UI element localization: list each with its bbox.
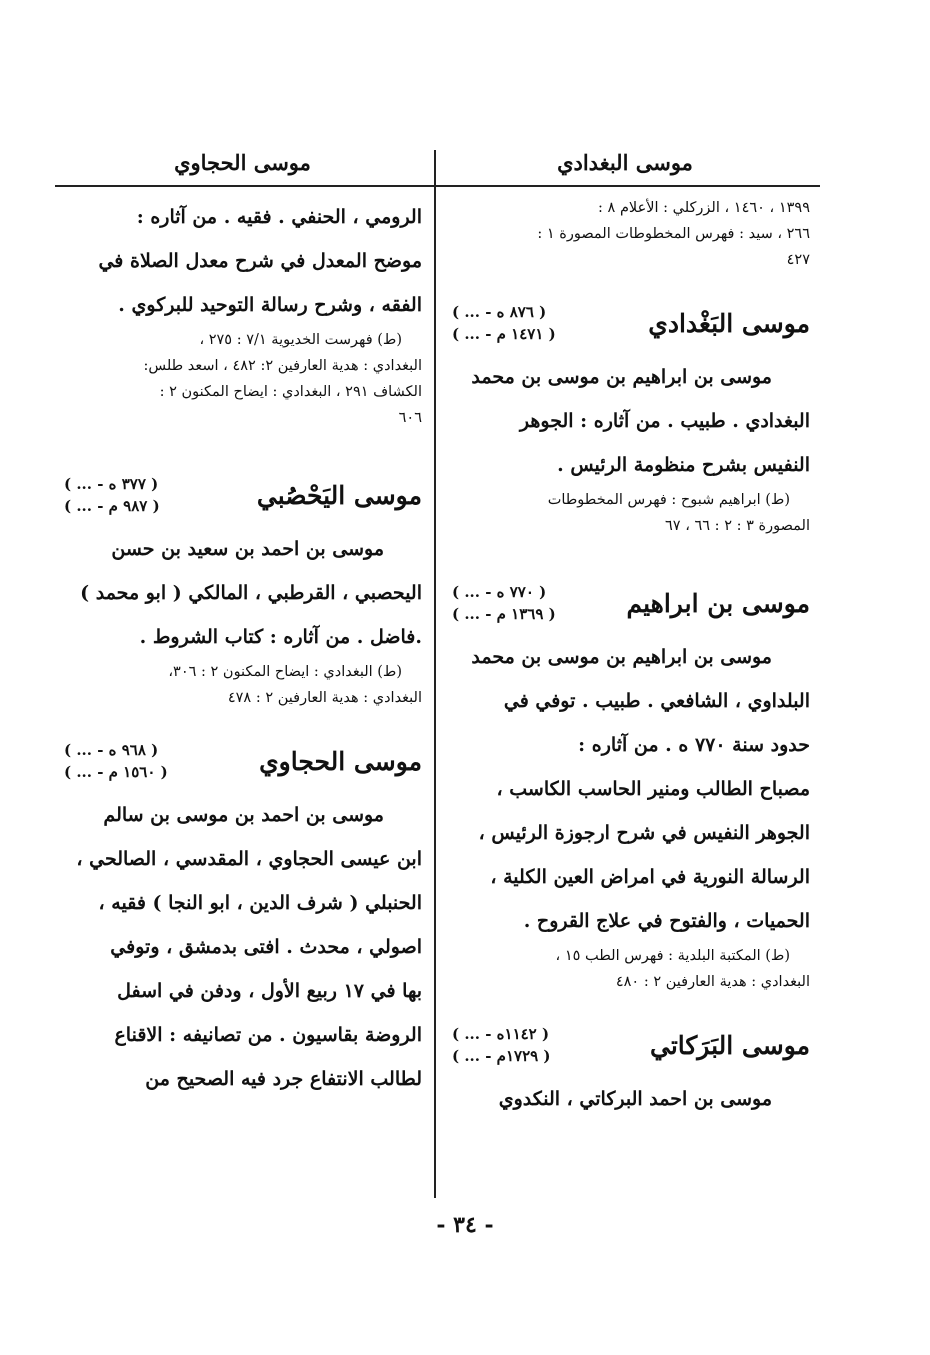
ref-line: البغدادي : هدية العارفين ٢: ٤٨٢ ، اسعد طلس: [143,358,422,374]
ref-line: المصورة ٣ : ٢ : ٦٦ ، ٦٧ [665,518,810,534]
body-line: اليحصبي ، القرطبي ، المالكي ( ابو محمد ) [80,582,422,604]
entry-heading [448,1017,810,1073]
ref-line: ١٣٩٩ ، ١٤٦٠ ، الزركلي : الأعلام ٨ : [598,200,810,216]
ref-line: الكشاف ٢٩١ ، البغدادي : ايضاح المكنون ٢ : [159,384,422,400]
entry-name: موسى بن ابراهيم [626,588,810,618]
entry-heading [60,467,422,523]
entry-dates [64,739,168,783]
ref-line: (ط) ابراهيم شبوح : فهرس المخطوطات [547,492,790,508]
body-line: الروضة بقاسيون . من تصانيفه : الاقناع [114,1024,422,1046]
entry-dates [452,301,556,345]
body-line: حدود سنة ٧٧٠ ه . من آثاره : [578,734,810,756]
hijri-date: ( ... - ٣٧٧ ه ) [64,475,159,493]
hijri-date: ( ... - ١١٤٢ه ) [452,1025,550,1043]
entry-dates [452,1023,551,1067]
hijri-date: ( ... - ٨٧٦ ه ) [452,303,547,321]
entry-heading [448,575,810,631]
running-head-right: موسى البغدادي [557,150,693,175]
body-line: موسى بن احمد البركاتي ، النكدوي [498,1088,772,1110]
ref-line: ٤٢٧ [786,252,810,268]
entry-name: موسى البَرَكاتي [649,1030,810,1060]
column-divider [434,150,436,1198]
body-line: الجوهر النفيس في شرح ارجوزة الرئيس ، [478,822,810,844]
body-line: اصولي ، محدث . افتى بدمشق ، وتوفي [110,936,422,958]
entry-heading [60,733,422,789]
page-number: - ٣٤ - [436,1212,494,1238]
gregorian-date: ( ... - ١٧٢٩م ) [452,1047,551,1065]
body-line: الرسالة النورية في امراض العين الكلية ، [490,866,810,888]
gregorian-date: ( ... - ١٤٧١ م ) [452,325,556,343]
body-line: موضح المعدل في شرح معدل الصلاة في [98,250,422,272]
body-line: النفيس بشرح منظومة الرئيس . [557,454,810,476]
running-head-left: موسى الحجاوي [174,150,311,175]
gregorian-date: ( ... - ١٣٦٩ م ) [452,605,556,623]
body-line: موسى بن احمد بن موسى بن سالم [103,804,384,826]
right-column [448,195,810,1195]
left-column [60,195,422,1195]
body-line: لطالب الانتفاع جرد فيه الصحيح من [145,1068,422,1090]
body-line: الرومي ، الحنفي . فقيه . من آثاره : [136,206,422,228]
body-line: بها في ١٧ ربيع الأول ، ودفن في اسفل [117,980,422,1002]
body-line: البغدادي . طبيب . من آثاره : الجوهر [519,410,810,432]
ref-line: (ط) المكتبة البلدية : فهرس الطب ١٥ ، [555,948,790,964]
body-line: .فاضل . من آثاره : كتاب الشروط . [139,626,422,648]
gregorian-date: ( ... - ١٥٦٠ م ) [64,763,168,781]
ref-line: (ط) البغدادي : ايضاح المكنون ٢ : ٣٠٦، [168,664,402,680]
entry-dates [452,581,556,625]
body-line: الحميات ، والفتوح في علاج القروح . [523,910,810,932]
ref-line: البغدادي : هدية العارفين ٢ : ٤٨٠ [615,974,810,990]
entry-name: موسى اليَحْصُبي [256,480,422,510]
entry-name: موسى البَغْدادي [648,308,810,338]
header-rule [55,185,820,187]
hijri-date: ( ... - ٧٧٠ ه ) [452,583,547,601]
ref-line: ٢٦٦ ، سيد : فهرس المخطوطات المصورة ١ : [537,226,810,242]
hijri-date: ( ... - ٩٦٨ ه ) [64,741,159,759]
entry-heading [448,295,810,351]
body-line: البلداوي ، الشافعي . طبيب . توفي في [503,690,810,712]
ref-line: البغدادي : هدية العارفين ٢ : ٤٧٨ [227,690,422,706]
body-line: الحنبلي ( شرف الدين ، ابو النجا ) فقيه ، [98,892,422,914]
gregorian-date: ( ... - ٩٨٧ م ) [64,497,160,515]
body-line: الفقه ، وشرح رسالة التوحيد للبركوي . [118,294,422,316]
body-line: مصباح الطالب ومنير الحاسب الكاسب ، [496,778,810,800]
body-line: موسى بن احمد بن سعيد بن حسن [111,538,384,560]
entry-name: موسى الحجاوي [259,746,422,776]
body-line: ابن عيسى الحجاوي ، المقدسي ، الصالحي ، [76,848,422,870]
entry-dates [64,473,160,517]
body-line: موسى بن ابراهيم بن موسى بن محمد [471,366,772,388]
ref-line: ٦٠٦ [398,410,422,426]
body-line: موسى بن ابراهيم بن موسى بن محمد [471,646,772,668]
ref-line: (ط) فهرست الخديوية ٧/١ : ٢٧٥ ، [199,332,402,348]
